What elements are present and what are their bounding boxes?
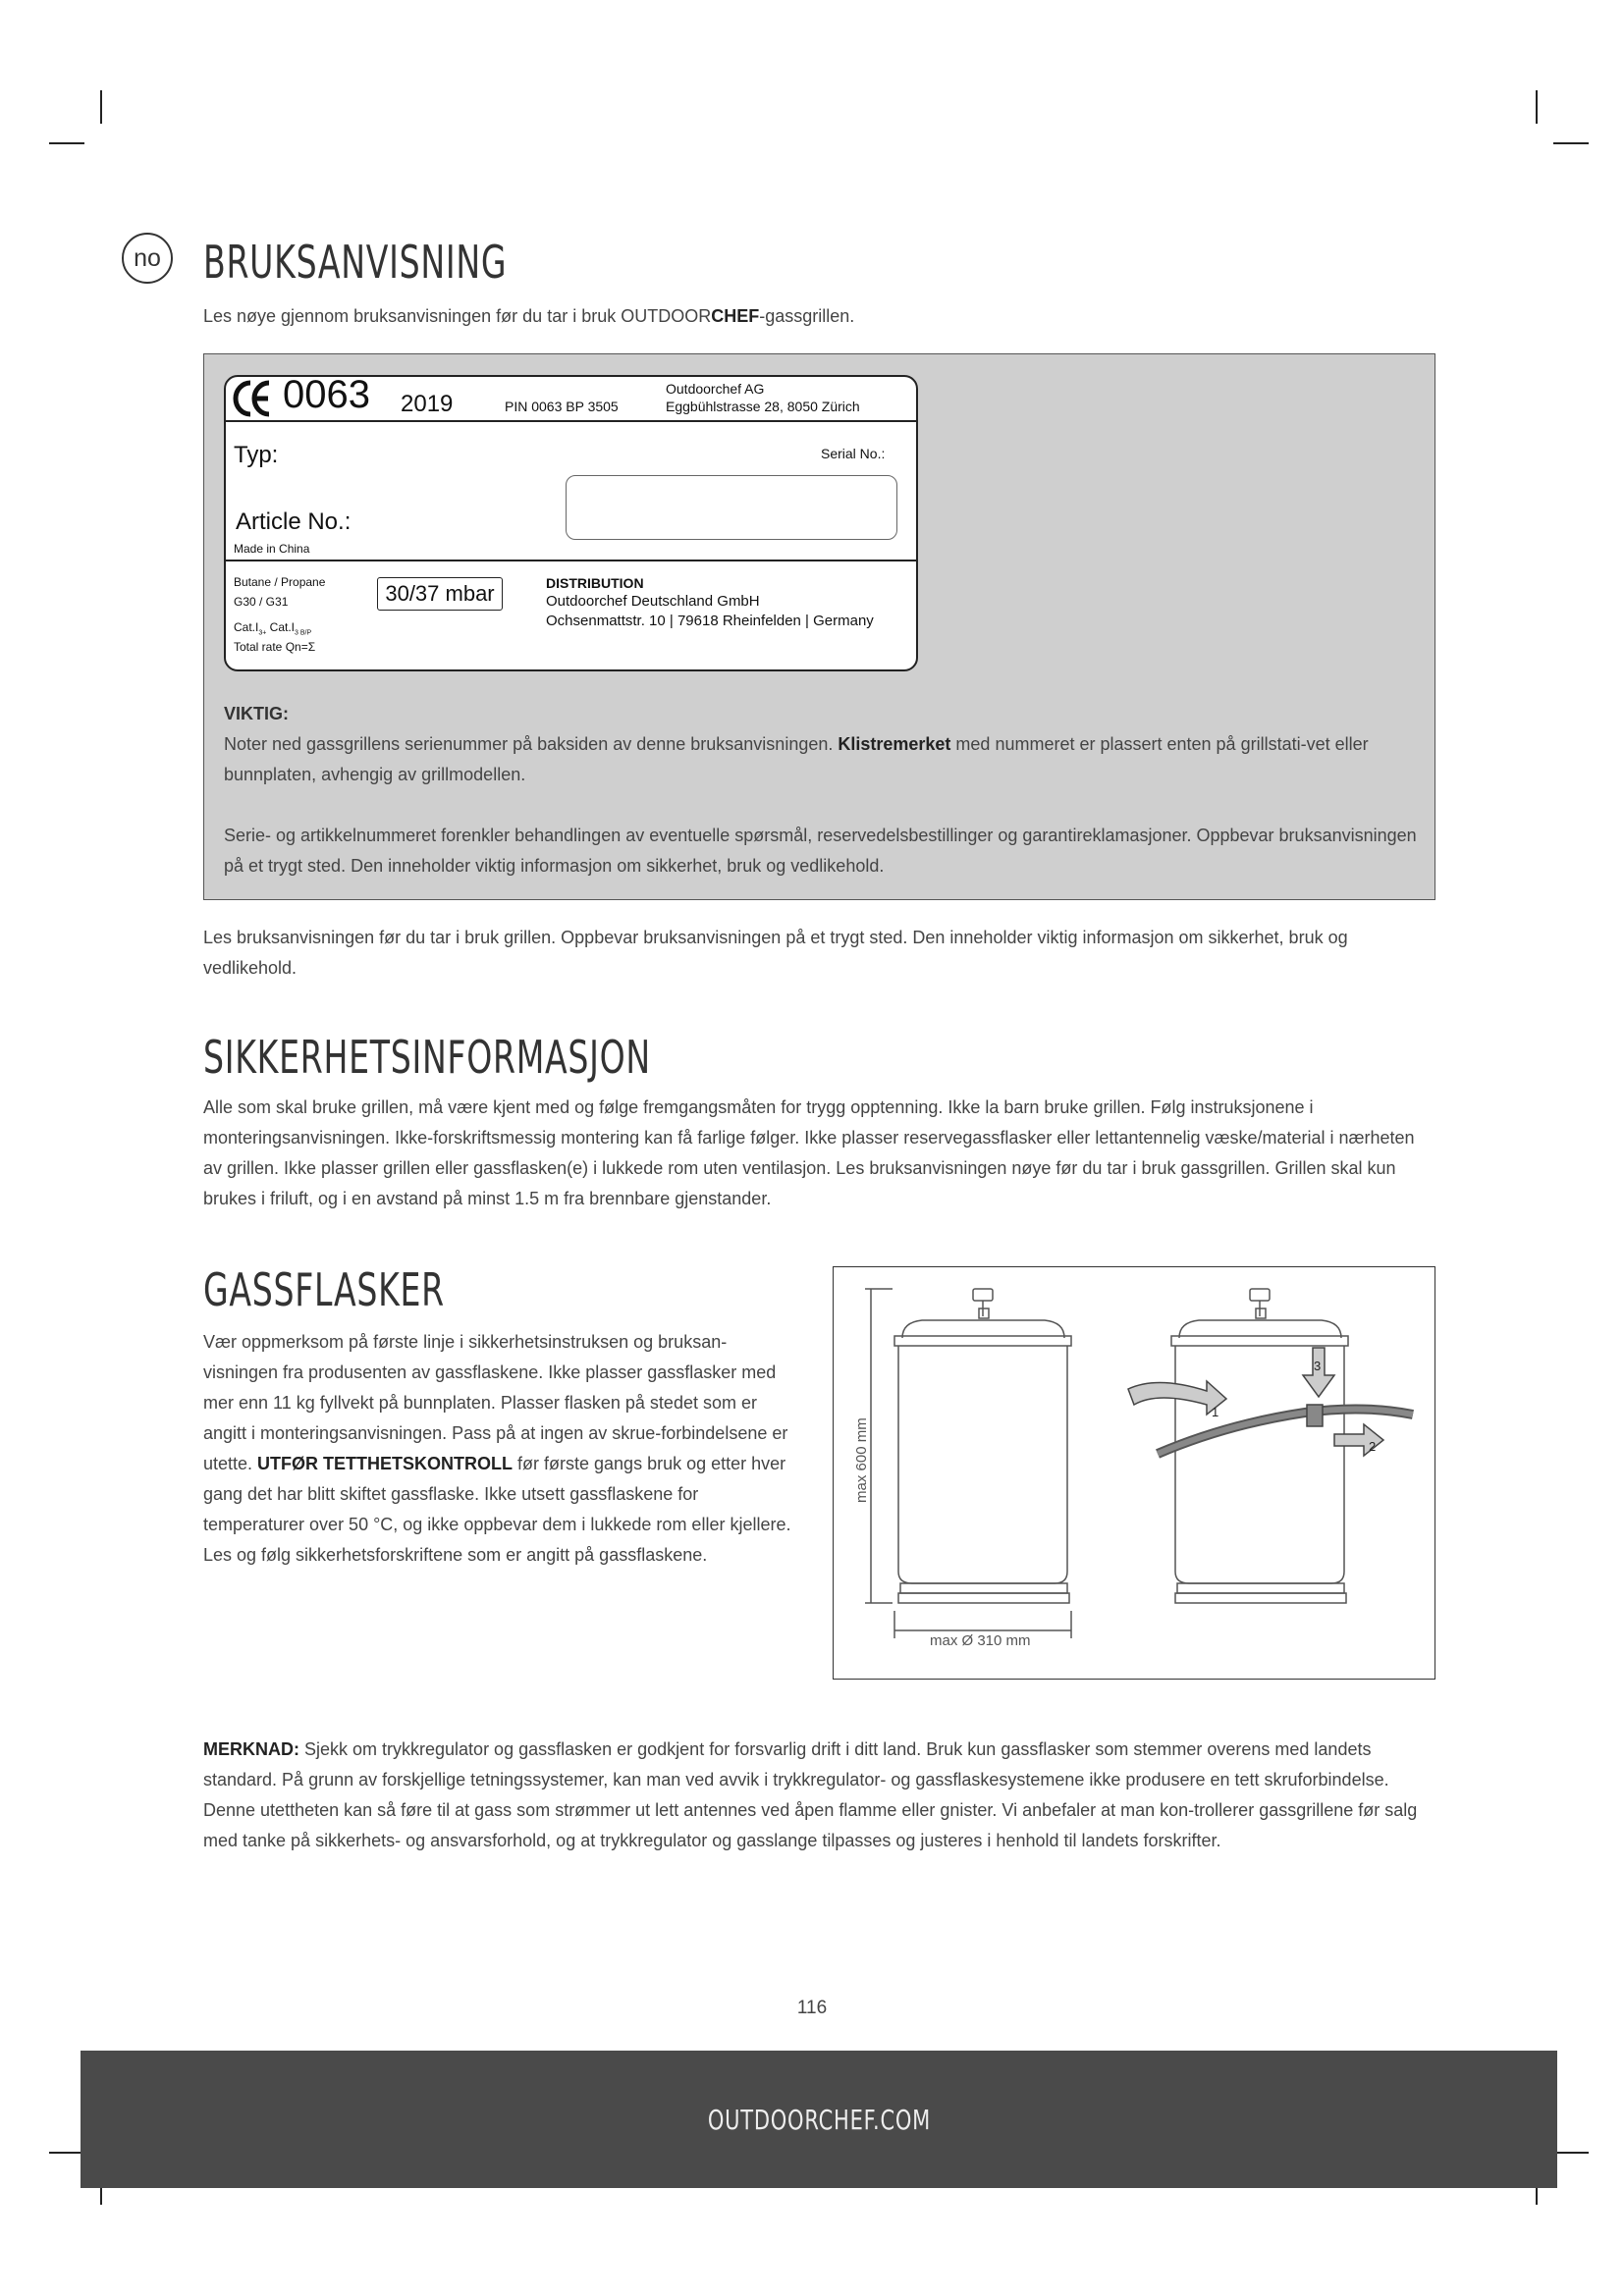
footer-url: OUTDOORCHEF.COM bbox=[707, 2104, 931, 2136]
label-serial: Serial No.: bbox=[821, 446, 886, 461]
step-3-label: 3 bbox=[1314, 1359, 1322, 1373]
gas-heading: GASSFLASKER bbox=[203, 1263, 445, 1316]
label-made-in: Made in China bbox=[234, 542, 310, 556]
label-article: Article No.: bbox=[236, 508, 352, 535]
important-title: VIKTIG: bbox=[224, 704, 289, 723]
page-title: BRUKSANVISNING bbox=[203, 236, 508, 289]
label-divider bbox=[226, 560, 916, 561]
label-year: 2019 bbox=[401, 391, 454, 417]
crop-mark bbox=[100, 90, 102, 124]
crop-mark bbox=[1536, 90, 1538, 124]
gas-text: Vær oppmerksom på første linje i sikkerhetsinstruksen og bruksan-visningen fra produsenten av gassflaskene. Ikke plasser gassflasker med mer enn 11 kg fyllvekt på bunnplaten. Plasser flasken på stedet som er angitt i monteringsanvisningen. Pass på at ingen av skrue-forbindelsene er utette. UTFØR TETTHETSKONTROLL før første gangs bruk og etter hver gang det har blitt skiftet gassflaske. Ikke utsett gassflaskene for temperaturer over 50 °C, og ikke oppbevar dem i lukkede rom eller kjellere. Les og følg sikkerhetsforskriftene som er angitt på gassflaskene. bbox=[203, 1332, 791, 1565]
pressure-box: 30/37 mbar bbox=[377, 577, 503, 611]
after-box-text: Les bruksanvisningen før du tar i bruk grillen. Oppbevar bruksanvisningen på et trygt sted. Den inneholder viktig informasjon om sikkerhet, bruk og vedlikehold. bbox=[203, 928, 1348, 978]
language-badge: no bbox=[122, 233, 173, 284]
label-pin: PIN 0063 BP 3505 bbox=[505, 399, 619, 414]
label-gas-type: Butane / Propane bbox=[234, 575, 326, 589]
diameter-dimension-label: max Ø 310 mm bbox=[930, 1632, 1031, 1649]
label-distribution-title: DISTRIBUTION bbox=[546, 575, 644, 591]
crop-mark bbox=[1553, 2152, 1589, 2154]
step-2-label: 2 bbox=[1369, 1439, 1377, 1454]
label-distributor: Outdoorchef Deutschland GmbH bbox=[546, 593, 760, 610]
ce-mark-icon bbox=[232, 377, 273, 420]
note-text: MERKNAD: Sjekk om trykkregulator og gassflasken er godkjent for forsvarlig drift i ditt land. Bruk kun gassflasker som stemmer overens med landets standard. På grunn av forskjellige tetningssystemer, kan man ved avvik i trykkregulator- og gassflaskesystemene ikke produsere en tett skruforbindelse. Denne utettheten kan så føre til at gass som strømmer ut lett antennes ved åpen flamme eller gnister. Vi anbefaler at man kon-trollerer gassgrillene før salg med tanke på sikkerhets- og ansvarsforhold, og at trykkregulator og gasslange tilpasses og justeres i henhold til landets forskrifter. bbox=[203, 1739, 1418, 1850]
rating-label bbox=[224, 375, 918, 671]
footer bbox=[81, 2051, 1557, 2188]
ce-number: 0063 bbox=[283, 373, 370, 416]
gas-cylinder-illustration bbox=[834, 1267, 1436, 1681]
label-gas-codes: G30 / G31 bbox=[234, 595, 289, 609]
safety-text: Alle som skal bruke grillen, må være kjent med og følge fremgangsmåten for trygg opptenning. Ikke la barn bruke grillen. Følg instruksjonene i monteringsanvisningen. Ikke-forskriftsmessig montering kan få farlige følger. Ikke plasser reservegassflasker eller lettantennelig væske/material i nærheten av grillen. Ikke plasser grillen eller gassflasken(e) i lukkede rom uten ventilasjon. Les bruksanvisningen nøye før du tar i bruk gassgrillen. Grillen skal kun brukes i friluft, og i en avstand på minst 1.5 m fra brennbare gjenstander. bbox=[203, 1097, 1415, 1208]
label-typ: Typ: bbox=[234, 442, 279, 468]
crop-mark bbox=[49, 142, 84, 144]
important-paragraph-2: Serie- og artikkelnummeret forenkler behandlingen av eventuelle spørsmål, reservedelsbestillinger og garantireklamasjoner. Oppbevar bruksanvisningen på et trygt sted. Den inneholder viktig informasjon om sikkerhet, bruk og vedlikehold. bbox=[224, 826, 1417, 876]
intro-text: Les nøye gjennom bruksanvisningen før du tar i bruk OUTDOORCHEF-gassgrillen. bbox=[203, 306, 855, 326]
label-distributor-address: Ochsenmattstr. 10 | 79618 Rheinfelden | Germany bbox=[546, 613, 874, 629]
safety-heading: SIKKERHETSINFORMASJON bbox=[203, 1031, 651, 1084]
serial-number-field bbox=[566, 475, 897, 540]
step-1-label: 1 bbox=[1212, 1405, 1219, 1419]
height-dimension-label: max 600 mm bbox=[853, 1417, 870, 1503]
page-number: 116 bbox=[796, 1998, 828, 2018]
gas-cylinder-figure bbox=[833, 1266, 1435, 1680]
label-address: Eggbühlstrasse 28, 8050 Zürich bbox=[666, 399, 860, 414]
important-notice bbox=[224, 699, 1417, 881]
crop-mark bbox=[1553, 142, 1589, 144]
label-category: $Cat.I_{3+}$ $Cat.I_{3 B/P}$ bbox=[234, 620, 312, 637]
label-company: Outdoorchef AG bbox=[666, 381, 765, 397]
label-divider bbox=[226, 420, 916, 422]
label-total-rate: Total rate Qn=Σ bbox=[234, 640, 316, 654]
important-paragraph-1: Noter ned gassgrillens serienummer på baksiden av denne bruksanvisningen. Klistremerket med nummeret er plassert enten på grillstati-vet eller bunnplaten, avhengig av grillmodellen. bbox=[224, 734, 1369, 784]
crop-mark bbox=[49, 2152, 84, 2154]
